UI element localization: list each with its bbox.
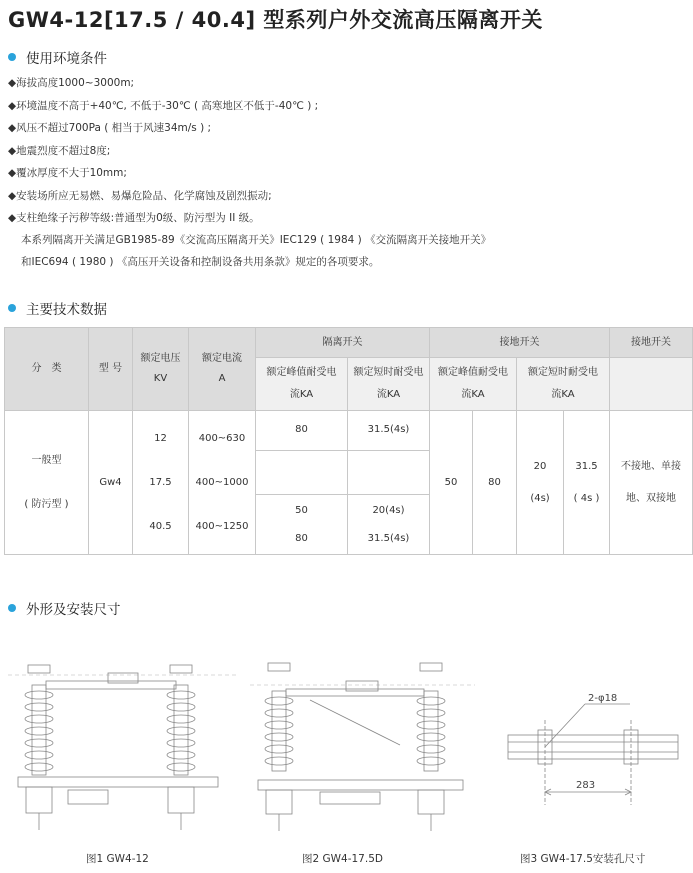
bullet-dot-icon bbox=[8, 604, 16, 612]
earth-short-b-value: 31.5 bbox=[575, 460, 598, 472]
current-value: 400~1250 bbox=[195, 520, 249, 532]
iso-peak-value: 50 bbox=[295, 504, 308, 516]
figure-1-caption: 图1 GW4-12 bbox=[86, 853, 149, 865]
header-voltage bbox=[133, 328, 189, 411]
iso-peak-top: 80 bbox=[256, 411, 348, 451]
condition-line: ◆环境温度不高于+40℃, 不低于-30℃ ( 高寒地区不低于-40℃ ) ; bbox=[8, 100, 319, 112]
figure-gw4-12-drawing bbox=[8, 655, 238, 840]
iso-peak-empty bbox=[256, 451, 348, 495]
header-iso-peak-label: 额定峰值耐受电 bbox=[266, 367, 337, 378]
header-iso-short-unit: 流KA bbox=[376, 389, 401, 400]
section-heading-text: 主要技术数据 bbox=[26, 302, 107, 318]
header-earth-peak-unit: 流KA bbox=[461, 389, 485, 400]
header-earth-short bbox=[517, 358, 610, 411]
condition-line: ◆覆冰厚度不大于10mm; bbox=[8, 167, 127, 179]
standards-line: 本系列隔离开关满足GB1985-89《交流高压隔离开关》IEC129 ( 1984 ) 《交流隔离开关接地开关》 bbox=[21, 234, 492, 246]
standards-line: 和IEC694 ( 1980 ) 《高压开关设备和控制设备共用条款》规定的各项要求。 bbox=[21, 256, 380, 268]
right-insulator-sheds bbox=[417, 697, 445, 765]
iso-short-value: 20(4s) bbox=[372, 504, 405, 516]
right-insulator-sheds bbox=[167, 691, 195, 771]
section-heading-conditions bbox=[8, 47, 107, 67]
earth-type-cell bbox=[610, 411, 693, 555]
current-value: 400~1000 bbox=[195, 476, 249, 488]
header-iso-short-label: 额定短时耐受电 bbox=[353, 367, 424, 378]
condition-line: ◆安装场所应无易燃、易爆危险品、化学腐蚀及剧烈振动; bbox=[8, 190, 272, 202]
header-isolator: 隔离开关 bbox=[256, 328, 430, 358]
iso-short-value: 31.5(4s) bbox=[367, 532, 410, 544]
left-insulator-sheds bbox=[265, 697, 293, 765]
iso-peak-value: 80 bbox=[295, 532, 308, 544]
current-value: 400~630 bbox=[198, 432, 246, 444]
earth-short-a-duration: (4s) bbox=[530, 492, 550, 504]
dimension-label: 283 bbox=[576, 780, 596, 791]
header-current bbox=[189, 328, 256, 411]
earth-peak-b: 80 bbox=[473, 411, 517, 555]
figure-2-caption: 图2 GW4-17.5D bbox=[302, 853, 383, 865]
earth-short-b bbox=[564, 411, 610, 555]
category-cell bbox=[5, 411, 89, 555]
header-current-label: 额定电流 bbox=[202, 353, 242, 364]
bullet-dot-icon bbox=[8, 304, 16, 312]
voltage-value: 12 bbox=[154, 432, 167, 444]
iso-peak-bottom bbox=[256, 495, 348, 555]
header-earth-short-label: 额定短时耐受电 bbox=[528, 367, 598, 378]
header-voltage-label: 额定电压 bbox=[140, 353, 181, 364]
earth-short-a bbox=[517, 411, 564, 555]
header-current-unit: A bbox=[218, 373, 226, 384]
condition-line: ◆支柱绝缘子污秽等级:普通型为0级、防污型为 II 级。 bbox=[8, 212, 260, 224]
figure-gw4-17-5d-drawing bbox=[250, 655, 475, 840]
earth-type-line: 地、双接地 bbox=[626, 492, 676, 504]
header-iso-peak-unit: 流KA bbox=[289, 389, 314, 400]
earth-type-line: 不接地、单接 bbox=[621, 460, 681, 472]
section-heading-dimensions bbox=[8, 598, 121, 618]
voltage-cell bbox=[133, 411, 189, 555]
header-earth-switch: 接地开关 bbox=[430, 328, 610, 358]
section-heading-text: 外形及安装尺寸 bbox=[26, 602, 121, 618]
figure-mounting-holes-drawing bbox=[500, 690, 690, 820]
category-pollution: ( 防污型 ) bbox=[24, 498, 69, 510]
spec-table bbox=[4, 327, 693, 555]
condition-line: ◆风压不超过700Pa ( 相当于风速34m/s ) ; bbox=[8, 122, 212, 134]
condition-line: ◆地震烈度不超过8度; bbox=[8, 145, 111, 157]
iso-short-bottom bbox=[348, 495, 430, 555]
earth-peak-a: 50 bbox=[430, 411, 473, 555]
section-heading-specs bbox=[8, 298, 107, 318]
voltage-value: 40.5 bbox=[149, 520, 172, 532]
header-category: 分 类 bbox=[5, 328, 89, 411]
page-title: GW4-12[17.5 / 40.4] 型系列户外交流高压隔离开关 bbox=[8, 8, 543, 32]
header-earth-short-unit: 流KA bbox=[551, 389, 575, 400]
header-earth-peak-label: 额定峰值耐受电 bbox=[438, 367, 508, 378]
category-general: 一般型 bbox=[31, 454, 62, 466]
earth-short-a-value: 20 bbox=[533, 460, 547, 472]
iso-short-top: 31.5(4s) bbox=[348, 411, 430, 451]
current-cell bbox=[189, 411, 256, 555]
header-model: 型 号 bbox=[89, 328, 133, 411]
section-heading-text: 使用环境条件 bbox=[26, 51, 107, 67]
header-earth-type-blank bbox=[610, 358, 693, 411]
condition-line: ◆海拔高度1000~3000m; bbox=[8, 77, 135, 89]
left-insulator-sheds bbox=[25, 691, 53, 771]
header-earth-switch-2: 接地开关 bbox=[610, 328, 693, 358]
hole-label: 2-φ18 bbox=[588, 693, 618, 704]
header-voltage-unit: KV bbox=[153, 373, 168, 384]
bullet-dot-icon bbox=[8, 53, 16, 61]
model-cell: Gw4 bbox=[89, 411, 133, 555]
iso-short-empty bbox=[348, 451, 430, 495]
header-iso-short bbox=[348, 358, 430, 411]
earth-short-b-duration: ( 4s ) bbox=[573, 492, 600, 504]
header-iso-peak bbox=[256, 358, 348, 411]
header-earth-peak bbox=[430, 358, 517, 411]
figure-3-caption: 图3 GW4-17.5安装孔尺寸 bbox=[520, 853, 646, 865]
voltage-value: 17.5 bbox=[149, 476, 172, 488]
